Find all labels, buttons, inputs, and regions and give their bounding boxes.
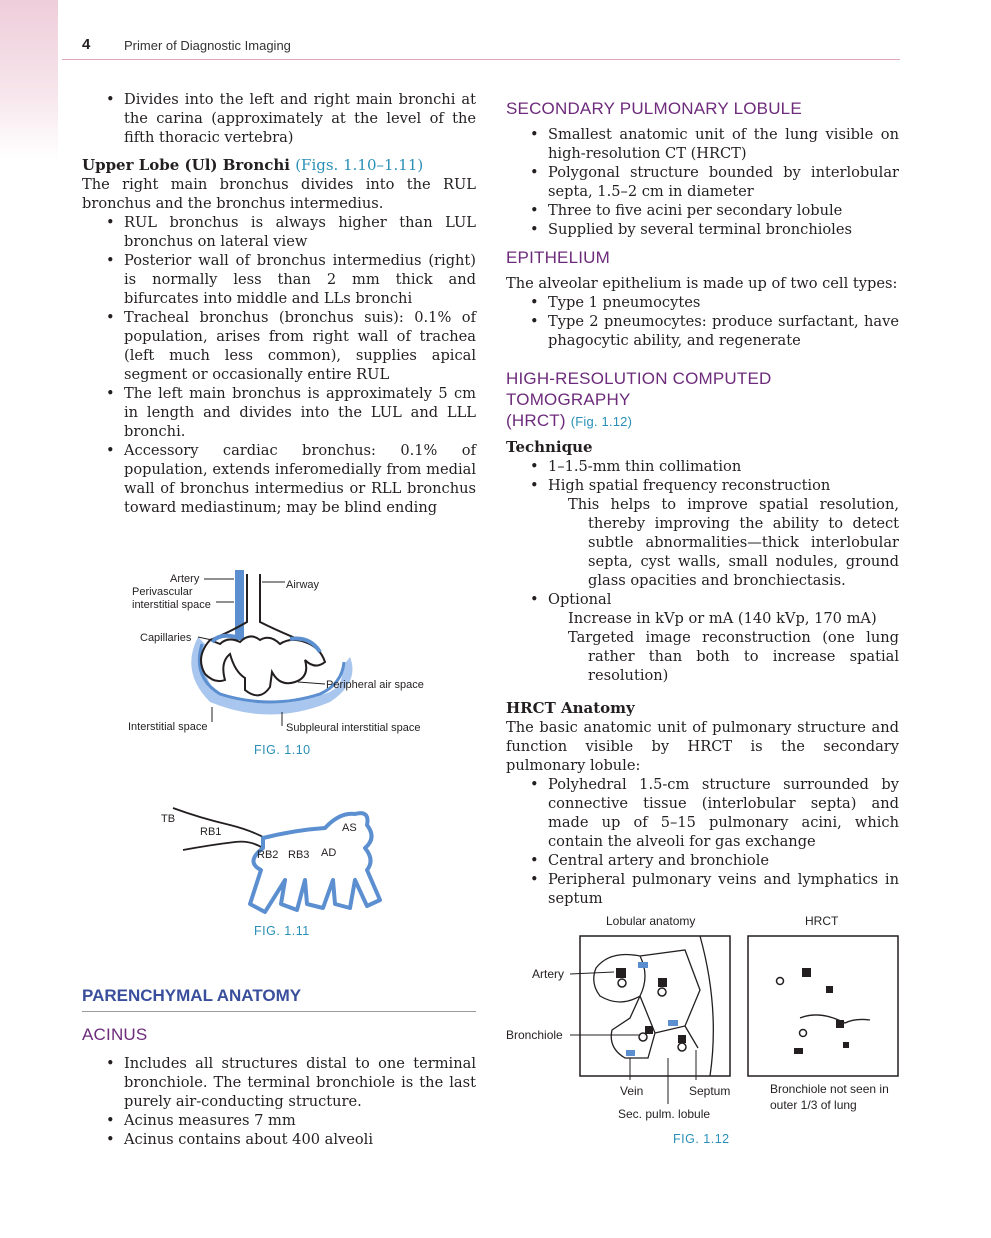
label-perivascular: Perivascular xyxy=(132,586,193,598)
artery-leader xyxy=(570,972,614,974)
list-item: • Polygonal structure bounded by interlobular septa, 1.5–2 cm in diameter xyxy=(506,163,899,201)
list-item: • The left main bronchus is approximately 5 cm in length and divides into the LUL and LLL bronchi. xyxy=(82,384,476,441)
list-item: • Central artery and bronchiole xyxy=(506,851,899,870)
hrct-anatomy-heading: HRCT Anatomy xyxy=(506,699,635,717)
label-capillaries: Capillaries xyxy=(140,632,192,644)
label-hrct: HRCT xyxy=(805,914,839,928)
lobular-panel xyxy=(580,936,730,1076)
figure-1-10 xyxy=(120,562,440,742)
bronchiole-ring xyxy=(658,988,666,996)
hrct-septum-line xyxy=(800,1015,870,1023)
artery-vessel xyxy=(235,570,244,640)
artery-dot xyxy=(645,1026,653,1034)
list-item: • Three to five acini per secondary lobule xyxy=(506,201,899,220)
label-sec-lobule: Sec. pulm. lobule xyxy=(618,1107,711,1121)
list-item: • Supplied by several terminal bronchioles xyxy=(506,220,899,239)
upper-lobe-list xyxy=(82,213,476,517)
list-item: • Polyhedral 1.5-cm structure surrounded by connective tissue (interlobular septa) and made up of 5–15 pulmonary acini, which contain the alveoli for gas exchange xyxy=(506,775,899,851)
bronchiole-ring xyxy=(639,1033,647,1041)
label-ad: AD xyxy=(321,847,337,859)
label-airway: Airway xyxy=(286,579,320,591)
list-item: • Peripheral pulmonary veins and lymphatics in septum xyxy=(506,870,899,908)
list-item: • Tracheal bronchus (bronchus suis): 0.1% of population, arises from right wall of trachea (left much less common), supplies apical segment or occasionally entire RUL xyxy=(82,308,476,384)
acinus-outline xyxy=(250,813,380,912)
upper-lobe-figref[interactable]: (Figs. 1.10–1.11) xyxy=(295,156,424,174)
hrct-artery-dot xyxy=(836,1020,844,1028)
epithelium-list xyxy=(506,293,899,350)
artery-dot xyxy=(616,968,626,978)
hrct-anatomy-intro: The basic anatomic unit of pulmonary structure and function visible by HRCT is the secondary pulmonary lobule: xyxy=(506,719,899,774)
figure-1-11 xyxy=(155,800,405,920)
list-item: • Type 2 pneumocytes: produce surfactant, have phagocytic ability, and regenerate xyxy=(506,312,899,350)
vein-mark xyxy=(668,1020,678,1026)
hrct-bronchiole-ring xyxy=(777,978,784,985)
upper-lobe-title: Upper Lobe (Ul) Bronchi xyxy=(82,156,290,174)
label-rb2: RB2 xyxy=(257,849,279,861)
technique-heading: Technique xyxy=(506,438,593,456)
technique-list xyxy=(506,457,899,495)
label-lobular-anatomy: Lobular anatomy xyxy=(606,914,696,928)
label-as: AS xyxy=(342,822,357,834)
secondary-lobule-heading: SECONDARY PULMONARY LOBULE xyxy=(506,99,802,118)
hrct-artery-dot xyxy=(802,968,811,977)
technique-detail-resolution: This helps to improve spatial resolution, thereby improving the ability to detect subtle abnormalities—thick interlobular septa, cyst walls, small nodules, ground glass opacities and bronchiectasis. xyxy=(568,496,899,589)
left-column xyxy=(82,90,476,517)
list-item: • Accessory cardiac bronchus: 0.1% of population, extends inferomedially from medial wall of bronchus intermedius or RLL bronchus toward mediastinum; may be blind ending xyxy=(82,441,476,517)
label-subpleural: Subpleural interstitial space xyxy=(286,722,421,734)
label-artery: Artery xyxy=(170,573,200,585)
list-item: • Includes all structures distal to one terminal bronchiole. The terminal bronchiole is the last purely air-conducting structure. xyxy=(82,1054,476,1111)
hrct-bronchiole-ring xyxy=(800,1030,807,1037)
pleura-line xyxy=(700,936,713,1076)
label-artery: Artery xyxy=(532,967,565,981)
hrct-figref[interactable]: (Fig. 1.12) xyxy=(570,414,633,429)
peripheral-leader xyxy=(298,682,325,684)
label-vein: Vein xyxy=(620,1084,644,1098)
artery-dot xyxy=(678,1035,686,1043)
list-item: • Optional xyxy=(506,590,899,609)
list-item: • Divides into the left and right main bronchi at the carina (approximately at the level of the fifth thoracic vertebra) xyxy=(82,90,476,147)
artery-dot xyxy=(658,978,667,987)
label-rb1: RB1 xyxy=(200,826,222,838)
figure-1-10-caption: FIG. 1.10 xyxy=(254,743,311,757)
hrct-panel xyxy=(748,936,898,1076)
label-tb: TB xyxy=(161,813,176,825)
carina-list xyxy=(82,90,476,147)
section-rule xyxy=(82,1011,476,1012)
label-interstitial-space: interstitial space xyxy=(132,599,211,611)
label-bronchiole: Bronchiole xyxy=(506,1028,563,1042)
epithelium-heading: EPITHELIUM xyxy=(506,248,611,267)
secondary-lobule-list xyxy=(506,125,899,239)
hrct-heading xyxy=(506,368,899,432)
upper-lobe-intro: The right main bronchus divides into the RUL bronchus and the bronchus intermedius. xyxy=(82,176,476,212)
alveoli-outline xyxy=(201,636,325,695)
hrct-heading-line1: HIGH-RESOLUTION COMPUTED TOMOGRAPHY xyxy=(506,369,772,409)
label-interstitial-space-2: Interstitial space xyxy=(128,721,208,733)
label-rb3: RB3 xyxy=(288,849,310,861)
running-title: Primer of Diagnostic Imaging xyxy=(124,38,291,53)
hrct-artery-dot xyxy=(794,1048,803,1054)
list-item: • Acinus measures 7 mm xyxy=(82,1111,476,1130)
list-item: • High spatial frequency reconstruction xyxy=(506,476,899,495)
acinus-list xyxy=(82,1054,476,1149)
page-number: 4 xyxy=(82,36,91,53)
bronchiole-ring xyxy=(678,1043,686,1051)
list-item: • Posterior wall of bronchus intermedius (right) is normally less than 2 mm thick and bifurcates into middle and LLs bronchi xyxy=(82,251,476,308)
right-column xyxy=(506,98,899,908)
technique-detail-targeted: Targeted image reconstruction (one lung rather than both to increase spatial resolution) xyxy=(568,629,899,684)
bronchiole-ring xyxy=(618,979,626,987)
label-not-seen-1: Bronchiole not seen in xyxy=(770,1082,889,1096)
page-corner-tint xyxy=(0,0,58,160)
hrct-anatomy-list xyxy=(506,775,899,908)
list-item: • Smallest anatomic unit of the lung visible on high-resolution CT (HRCT) xyxy=(506,125,899,163)
epithelium-intro: The alveolar epithelium is made up of two cell types: xyxy=(506,275,898,292)
hrct-artery-dot xyxy=(826,986,833,993)
figure-1-12-caption: FIG. 1.12 xyxy=(673,1132,730,1146)
technique-list-optional xyxy=(506,590,899,609)
label-not-seen-2: outer 1/3 of lung xyxy=(770,1098,857,1112)
label-septum: Septum xyxy=(689,1084,731,1098)
vein-mark xyxy=(626,1050,635,1056)
hrct-heading-line2: (HRCT) xyxy=(506,411,566,430)
vein-mark xyxy=(638,962,648,968)
list-item: • Acinus contains about 400 alveoli xyxy=(82,1130,476,1149)
technique-detail-kvp: Increase in kVp or mA (140 kVp, 170 mA) xyxy=(568,610,877,627)
acinus-heading: ACINUS xyxy=(82,1025,148,1044)
parenchymal-heading: PARENCHYMAL ANATOMY xyxy=(82,986,302,1005)
figure-1-11-caption: FIG. 1.11 xyxy=(254,924,310,938)
figure-1-12 xyxy=(500,908,910,1128)
label-peripheral-air-space: Peripheral air space xyxy=(326,679,424,691)
list-item: • Type 1 pneumocytes xyxy=(506,293,899,312)
list-item: • RUL bronchus is always higher than LUL bronchus on lateral view xyxy=(82,213,476,251)
acinus-section xyxy=(82,1054,476,1149)
hrct-artery-dot xyxy=(843,1042,849,1048)
header-rule xyxy=(62,59,900,60)
list-item: • 1–1.5-mm thin collimation xyxy=(506,457,899,476)
upper-lobe-heading xyxy=(82,156,476,175)
